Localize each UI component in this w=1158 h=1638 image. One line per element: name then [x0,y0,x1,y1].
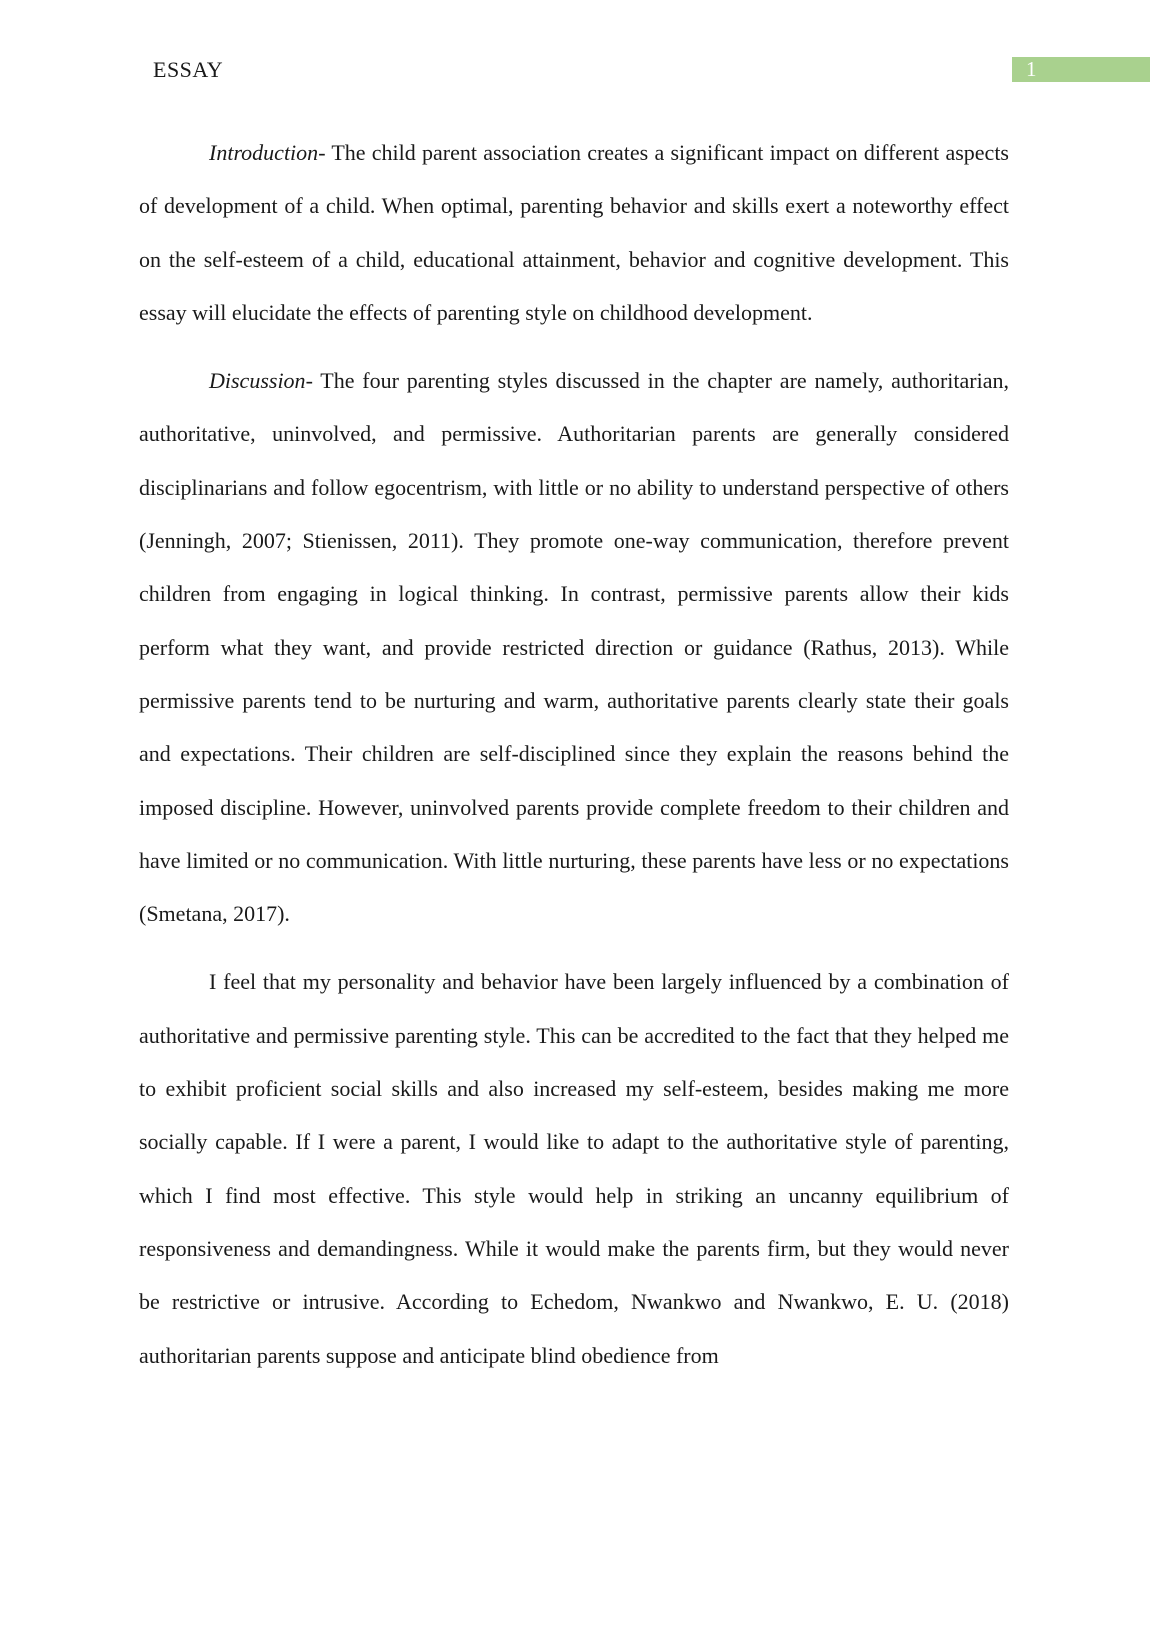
personal-reflection-text: I feel that my personality and behavior have been largely influenced by a combination of authoritative and permissive parenting style. This can be accredited to the fact that they helped me to exhibit proficient social skills and also increased my self-esteem, besides making me more socially capable. If I were a parent, I would like to adapt to the authoritative style of parenting, which I find most effective. This style would help in striking an uncanny equilibrium of responsiveness and demandingness. While it would make the parents firm, but they would never be restrictive or intrusive. According to Echedom, Nwankwo and Nwankwo, E. U. (2018) authoritarian parents suppose and anticipate blind obedience from [139,969,1009,1368]
introduction-paragraph [139,126,1009,339]
discussion-heading: Discussion [209,368,306,394]
page-number: 1 [1012,57,1150,82]
essay-body [139,126,1009,1397]
running-head: ESSAY [153,57,224,82]
introduction-text: - The child parent association creates a significant impact on different aspects of development of a child. When optimal, parenting behavior and skills exert a noteworthy effect on the self-esteem of a child, educational attainment, behavior and cognitive development. This essay will elucidate the effects of parenting style on childhood development. [139,140,1009,325]
introduction-heading: Introduction [209,140,319,165]
personal-reflection-paragraph [139,955,1009,1381]
discussion-text: - The four parenting styles discussed in the chapter are namely, authoritarian, authoritative, uninvolved, and permissive. Authoritarian parents are generally considered disciplinarians and follow egocentrism, with little or no ability to understand perspective of others (Jenningh, 2007; Stienissen, 2011). They promote one-way communication, therefore prevent children from engaging in logical thinking. In contrast, permissive parents allow their kids perform what they want, and provide restricted direction or guidance (Rathus, 2013). While permissive parents tend to be nurturing and warm, authoritative parents clearly state their goals and expectations. Their children are self-disciplined since they explain the reasons behind the imposed discipline. However, uninvolved parents provide complete freedom to their children and have limited or no communication. With little nurturing, these parents have less or no expectations (Smetana, 2017). [139,368,1009,927]
discussion-paragraph [139,354,1009,940]
